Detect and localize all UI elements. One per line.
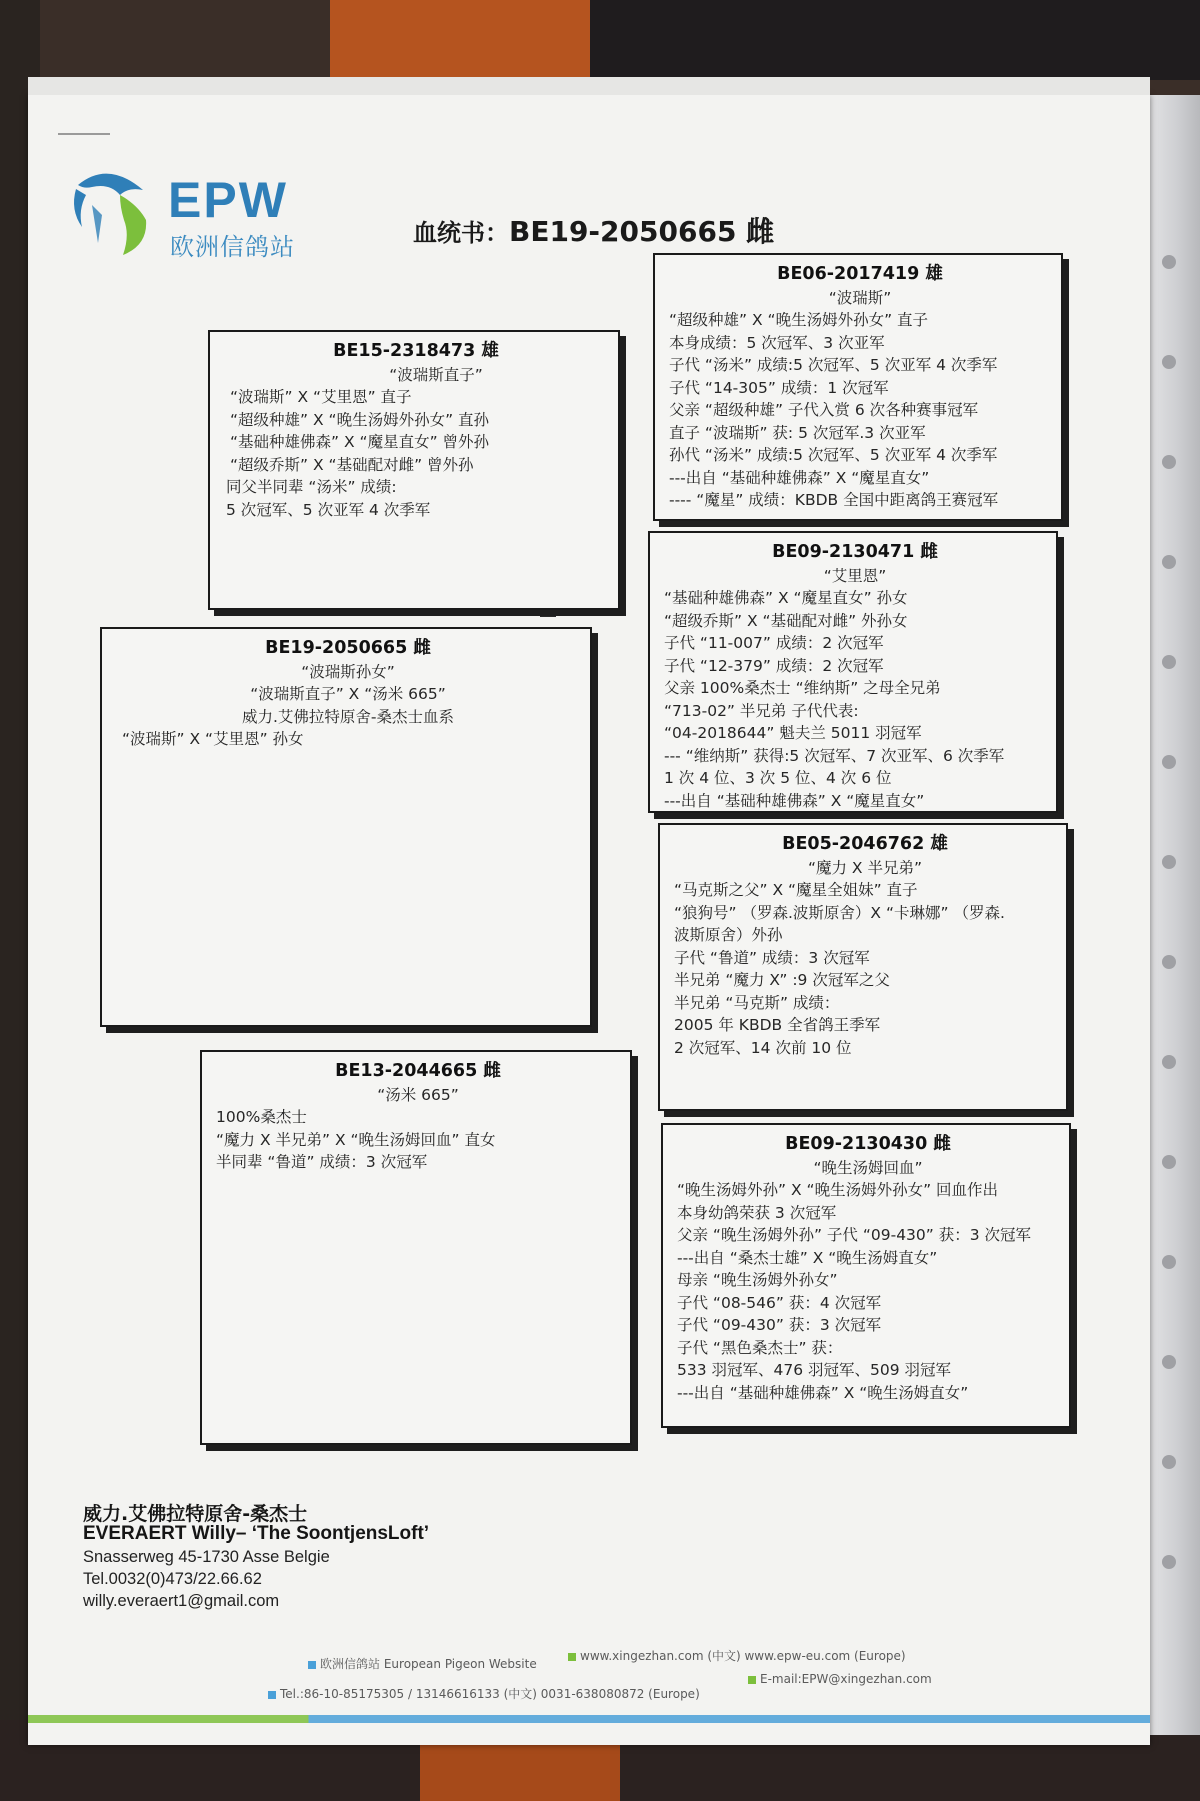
sire-ring: BE15-2318473 雄 bbox=[333, 341, 499, 361]
sleeve-hole bbox=[1162, 1155, 1176, 1169]
ds-ring: BE05-2046762 雄 bbox=[782, 834, 948, 854]
sleeve-hole bbox=[1162, 655, 1176, 669]
ds-line: “马克斯之父” X “魔星全姐妹” 直子 bbox=[674, 881, 918, 899]
subject-line: “波瑞斯直子” X “汤米 665” bbox=[250, 685, 446, 703]
sire-line: “超级种雄” X “晚生汤姆外孙女” 直孙 bbox=[230, 410, 490, 429]
corner-mark bbox=[58, 133, 110, 135]
ss-line: ---出自 “基础种雄佛森” X “魔星直女” bbox=[669, 468, 930, 487]
site-email bbox=[748, 1672, 932, 1686]
dd-ring: BE09-2130430 雌 bbox=[785, 1134, 951, 1154]
sd-line: 子代 “12-379” 成绩：2 次冠军 bbox=[664, 656, 884, 675]
dd-line: “晚生汤姆外孙” X “晚生汤姆外孙女” 回血作出 bbox=[677, 1181, 999, 1199]
ds-line: 子代 “鲁道” 成绩：3 次冠军 bbox=[674, 948, 870, 967]
ss-line: 父亲 “超级种雄” 子代入赏 6 次各种赛事冠军 bbox=[669, 401, 979, 419]
sire-line: “基础种雄佛森” X “魔星直女” 曾外孙 bbox=[230, 433, 490, 451]
dam-ring: BE13-2044665 雌 bbox=[335, 1061, 501, 1081]
ds-line: 半兄弟 “马克斯” 成绩： bbox=[674, 993, 840, 1012]
ss-line: 子代 “汤米” 成绩:5 次冠军、5 次亚军 4 次季军 bbox=[669, 356, 998, 374]
dd-line: ---出自 “基础种雄佛森” X “晚生汤姆直女” bbox=[677, 1383, 969, 1402]
sleeve-hole bbox=[1162, 355, 1176, 369]
ds-line: 波斯原舍）外孙 bbox=[674, 926, 783, 944]
ds-line: 2005 年 KBDB 全省鸽王季军 bbox=[674, 1016, 881, 1034]
subject-ring: BE19-2050665 雌 bbox=[265, 638, 431, 658]
sd-line: ---出自 “基础种雄佛森” X “魔星直女” bbox=[664, 791, 925, 810]
dd-line: 533 羽冠军、476 羽冠军、509 羽冠军 bbox=[677, 1361, 952, 1379]
pedigree-page bbox=[28, 95, 1150, 1745]
sire-box bbox=[208, 330, 620, 610]
background-top-dark bbox=[590, 0, 1200, 80]
epw-logo bbox=[68, 165, 308, 265]
site-name bbox=[308, 1655, 537, 1672]
pigeon-logo-icon bbox=[68, 165, 152, 255]
ss-line: 子代 “14-305” 成绩：1 次冠军 bbox=[669, 378, 889, 397]
owner-address: Snasserweg 45-1730 Asse Belgie bbox=[83, 1548, 330, 1566]
site-name-cn: 欧洲信鸽站 bbox=[320, 1657, 381, 1671]
sleeve-hole bbox=[1162, 455, 1176, 469]
sd-ring: BE09-2130471 雌 bbox=[772, 542, 938, 562]
dam-line: “魔力 X 半兄弟” X “晚生汤姆回血” 直女 bbox=[216, 1130, 496, 1149]
sire-line: “超级乔斯” X “基础配对雌” 曾外孙 bbox=[230, 455, 474, 474]
sleeve-hole bbox=[1162, 1355, 1176, 1369]
sire-line: “波瑞斯直子” bbox=[389, 365, 483, 384]
sire-line: 同父半同辈 “汤米” 成绩: bbox=[226, 478, 397, 496]
connector bbox=[540, 615, 556, 617]
ds-line: “狼狗号” （罗森.波斯原舍）X “卡琳娜” （罗森. bbox=[674, 903, 1005, 922]
subject-line: “波瑞斯孙女” bbox=[301, 662, 395, 681]
square-bullet-icon bbox=[748, 1676, 756, 1684]
ss-ring: BE06-2017419 雄 bbox=[777, 264, 943, 284]
square-bullet-icon bbox=[308, 1661, 316, 1669]
sire-dam-box bbox=[648, 531, 1058, 813]
title-ring: BE19-2050665 雌 bbox=[509, 215, 775, 248]
ss-line: 本身成绩：5 次冠军、3 次亚军 bbox=[669, 333, 885, 352]
site-tel bbox=[268, 1685, 700, 1702]
dd-line: 本身幼鸽荣获 3 次冠军 bbox=[677, 1203, 837, 1222]
owner-loft: EVERAERT Willy– ‘The SoontjensLoft’ bbox=[83, 1523, 430, 1544]
dam-sire-box bbox=[658, 823, 1068, 1111]
sleeve-hole bbox=[1162, 1455, 1176, 1469]
sd-line: 1 次 4 位、3 次 5 位、4 次 6 位 bbox=[664, 769, 892, 787]
dam-dam-box bbox=[661, 1123, 1071, 1428]
dd-line: ---出自 “桑杰士雄” X “晚生汤姆直女” bbox=[677, 1248, 938, 1267]
owner-name-cn: 威力.艾佛拉特原舍-桑杰士 bbox=[83, 1503, 308, 1525]
ss-line: “超级种雄” X “晚生汤姆外孙女” 直子 bbox=[669, 311, 929, 329]
subject-line: 威力.艾佛拉特原舍-桑杰士血系 bbox=[241, 707, 455, 726]
dd-line: 子代 “08-546” 获：4 次冠军 bbox=[677, 1293, 882, 1312]
ss-line: 孙代 “汤米” 成绩:5 次冠军、5 次亚军 4 次季军 bbox=[669, 446, 998, 464]
sd-line: “超级乔斯” X “基础配对雌” 外孙女 bbox=[664, 611, 908, 630]
sleeve-hole bbox=[1162, 755, 1176, 769]
site-name-en: European Pigeon Website bbox=[383, 1657, 537, 1671]
sire-line: 5 次冠军、5 次亚军 4 次季军 bbox=[226, 500, 431, 519]
ds-line: 半兄弟 “魔力 X” :9 次冠军之父 bbox=[674, 971, 890, 989]
ds-line: 2 次冠军、14 次前 10 位 bbox=[674, 1038, 852, 1057]
owner-email: willy.everaert1@gmail.com bbox=[83, 1592, 280, 1610]
title-label: 血统书： bbox=[413, 219, 509, 247]
site-web-text: www.xingezhan.com (中文) www.epw-eu.com (Europe) bbox=[580, 1649, 906, 1663]
site-web bbox=[568, 1647, 906, 1664]
sleeve-hole bbox=[1162, 1255, 1176, 1269]
owner-phone: Tel.0032(0)473/22.66.62 bbox=[83, 1570, 262, 1588]
dd-line: 子代 “黑色桑杰士” 获： bbox=[677, 1338, 843, 1357]
document-title bbox=[413, 210, 774, 250]
sire-sire-box bbox=[653, 253, 1063, 521]
sleeve-hole bbox=[1162, 555, 1176, 569]
sd-line: “04-2018644” 魁夫兰 5011 羽冠军 bbox=[664, 724, 922, 742]
subject-line: “波瑞斯” X “艾里恩” 孙女 bbox=[122, 730, 304, 748]
dam-line: 半同辈 “鲁道” 成绩：3 次冠军 bbox=[216, 1153, 428, 1171]
sd-line: --- “维纳斯” 获得:5 次冠军、7 次亚军、6 次季军 bbox=[664, 746, 1005, 765]
dd-line: “晚生汤姆回血” bbox=[813, 1158, 923, 1177]
sd-line: 父亲 100%桑杰士 “维纳斯” 之母全兄弟 bbox=[664, 679, 941, 697]
dd-line: 子代 “09-430” 获：3 次冠军 bbox=[677, 1316, 882, 1334]
sd-line: “713-02” 半兄弟 子代代表: bbox=[664, 701, 859, 720]
logo-text-en: EPW bbox=[168, 172, 288, 228]
ss-line: 直子 “波瑞斯” 获: 5 次冠军.3 次亚军 bbox=[669, 423, 926, 442]
sire-line: “波瑞斯” X “艾里恩” 直子 bbox=[230, 388, 412, 406]
ss-line: ---- “魔星” 成绩：KBDB 全国中距离鸽王赛冠军 bbox=[669, 491, 999, 509]
logo-text-cn: 欧洲信鸽站 bbox=[170, 233, 295, 261]
sleeve-hole bbox=[1162, 1555, 1176, 1569]
sd-line: 子代 “11-007” 成绩：2 次冠军 bbox=[664, 634, 884, 652]
ss-line: “波瑞斯” bbox=[828, 288, 892, 307]
site-email-text: E-mail:EPW@xingezhan.com bbox=[760, 1672, 932, 1686]
square-bullet-icon bbox=[568, 1653, 576, 1661]
square-bullet-icon bbox=[268, 1691, 276, 1699]
dam-line: 100%桑杰士 bbox=[216, 1108, 307, 1126]
sd-line: “艾里恩” bbox=[823, 566, 887, 585]
color-stripe bbox=[28, 1715, 1150, 1723]
sleeve-hole bbox=[1162, 955, 1176, 969]
sleeve-hole bbox=[1162, 1055, 1176, 1069]
dam-line: “汤米 665” bbox=[377, 1085, 459, 1104]
ds-line: “魔力 X 半兄弟” bbox=[807, 858, 923, 877]
subject-box bbox=[100, 627, 592, 1027]
site-tel-text: Tel.:86-10-85175305 / 13146616133 (中文) 0031-638080872 (Europe) bbox=[280, 1687, 700, 1701]
dam-box bbox=[200, 1050, 632, 1445]
sleeve-hole bbox=[1162, 855, 1176, 869]
background-top-orange bbox=[330, 0, 590, 80]
sd-line: “基础种雄佛森” X “魔星直女” 孙女 bbox=[664, 589, 908, 607]
sleeve-hole bbox=[1162, 255, 1176, 269]
dd-line: 父亲 “晚生汤姆外孙” 子代 “09-430” 获：3 次冠军 bbox=[677, 1226, 1032, 1244]
dd-line: 母亲 “晚生汤姆外孙女” bbox=[677, 1271, 838, 1289]
